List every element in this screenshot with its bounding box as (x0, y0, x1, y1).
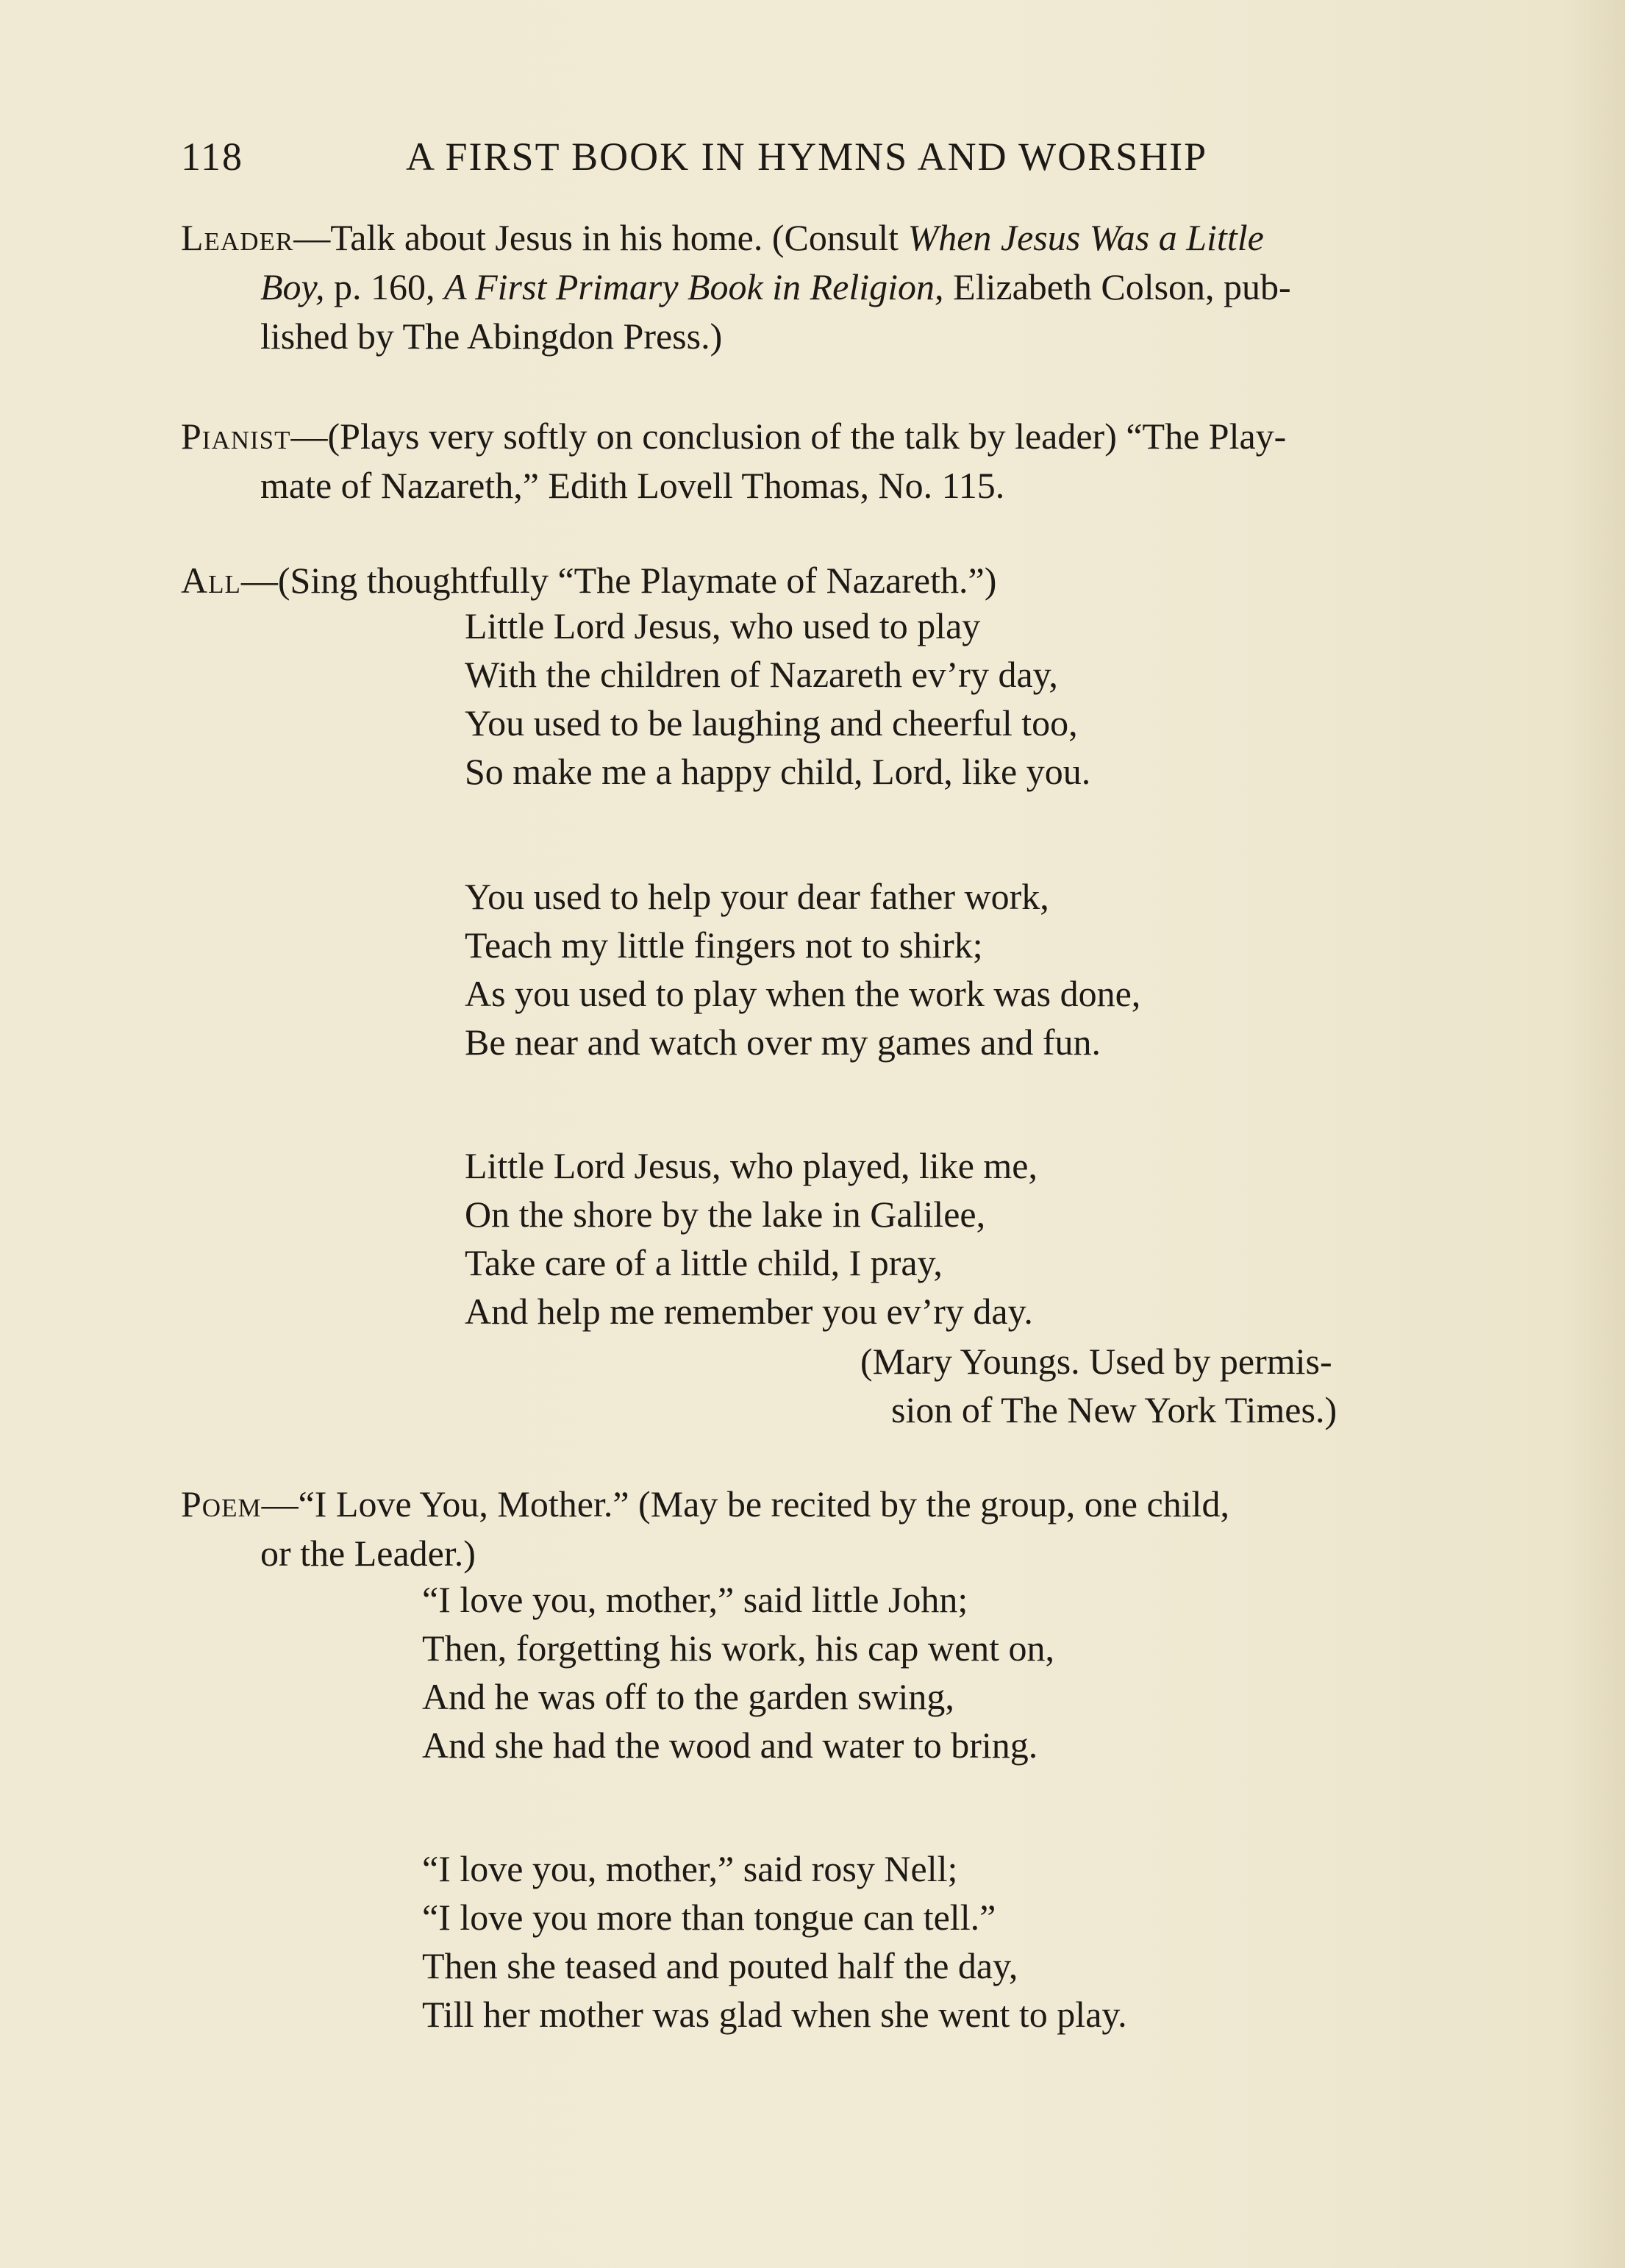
verse-line: And she had the wood and water to bring. (422, 1725, 1038, 1766)
poem-direction (181, 1480, 1556, 1578)
verse-line: On the shore by the lake in Galilee, (465, 1194, 986, 1235)
all-direction (181, 556, 1556, 605)
book-title-italic: When Jesus Was a Little (907, 217, 1264, 258)
leader-text: Elizabeth Colson, pub- (943, 266, 1291, 307)
verse-line: “I love you more than tongue can tell.” (422, 1897, 996, 1938)
credit-line-2: sion of The New York Times.) (891, 1389, 1338, 1430)
verse-line: You used to be laughing and cheerful too, (465, 702, 1078, 743)
hymn-stanza (465, 1141, 1038, 1336)
hymn-stanza (465, 602, 1090, 796)
book-title-italic: A First Primary Book in Religion, (443, 266, 944, 307)
verse-line: “I love you, mother,” said little John; (422, 1579, 968, 1620)
poem-line-1 (181, 1480, 1556, 1529)
verse-line: Little Lord Jesus, who played, like me, (465, 1145, 1038, 1186)
all-text: —(Sing thoughtfully “The Playmate of Nazareth.”) (240, 560, 997, 601)
verse-line: So make me a happy child, Lord, like you. (465, 751, 1091, 792)
verse-line: Be near and watch over my games and fun. (465, 1021, 1101, 1063)
poem-stanza (422, 1575, 1054, 1769)
pianist-direction (181, 412, 1556, 510)
leader-text: —Talk about Jesus in his home. (Consult (293, 217, 908, 258)
leader-direction (181, 213, 1556, 361)
leader-text: p. 160, (324, 266, 444, 307)
all-line-1 (181, 556, 1556, 605)
poem-text: —“I Love You, Mother.” (May be recited by the group, one child, (261, 1483, 1229, 1525)
leader-line-3: lished by The Abingdon Press.) (260, 315, 723, 357)
leader-line-1 (181, 213, 1556, 263)
speaker-all: All (181, 560, 241, 601)
pianist-line-2: mate of Nazareth,” Edith Lovell Thomas, No. 115. (260, 465, 1005, 506)
speaker-poem: Poem (181, 1483, 262, 1525)
verse-line: And help me remember you ev’ry day. (465, 1291, 1033, 1332)
poem-line-2: or the Leader.) (260, 1533, 476, 1574)
verse-line: Till her mother was glad when she went to play. (422, 1994, 1127, 2035)
poem-stanza (422, 1844, 1127, 2039)
verse-line: Then she teased and pouted half the day, (422, 1945, 1018, 1986)
verse-line: As you used to play when the work was done, (465, 973, 1141, 1014)
verse-line: With the children of Nazareth ev’ry day, (465, 654, 1058, 695)
pianist-text: —(Plays very softly on conclusion of the talk by leader) “The Play- (290, 416, 1287, 457)
verse-line: Little Lord Jesus, who used to play (465, 605, 981, 646)
speaker-pianist: Pianist (181, 416, 291, 457)
verse-line: Take care of a little child, I pray, (465, 1242, 943, 1283)
hymn-stanza (465, 872, 1140, 1066)
pianist-line-1 (181, 412, 1556, 461)
leader-line-2 (181, 263, 1556, 312)
speaker-leader: Leader (181, 217, 294, 258)
credit-line-1: (Mary Youngs. Used by permis- (860, 1341, 1332, 1382)
verse-line: “I love you, mother,” said rosy Nell; (422, 1848, 958, 1889)
verse-line: And he was off to the garden swing, (422, 1676, 954, 1717)
book-title-italic: Boy, (260, 266, 325, 307)
hymn-credit (860, 1337, 1337, 1434)
verse-line: Then, forgetting his work, his cap went on, (422, 1627, 1055, 1669)
page-number: 118 (181, 135, 243, 179)
running-title: A FIRST BOOK IN HYMNS AND WORSHIP (406, 135, 1208, 179)
verse-line: You used to help your dear father work, (465, 876, 1049, 917)
verse-line: Teach my little fingers not to shirk; (465, 924, 983, 966)
